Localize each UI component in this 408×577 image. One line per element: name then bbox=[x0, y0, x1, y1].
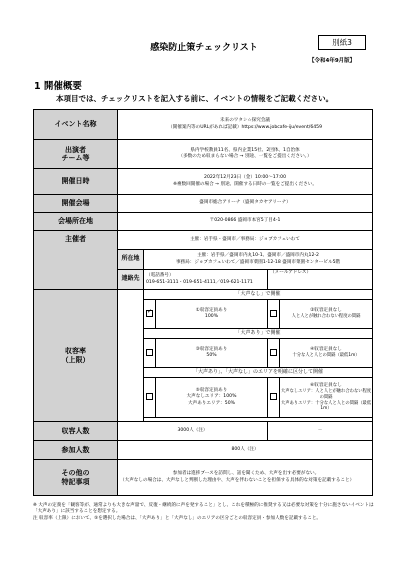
mail-label: （メールアドレス） bbox=[270, 270, 312, 275]
attendance-value[interactable]: 800人（注） bbox=[118, 441, 373, 460]
option-5-text: ⑤収容定員あり bbox=[195, 388, 228, 394]
option-5-sub: 大声なしエリア：100% bbox=[186, 394, 237, 400]
venue-address-value[interactable]: 〒020-0866 盛岡市本宮5丁目4-1 bbox=[118, 213, 373, 231]
capacity-spacer bbox=[118, 290, 144, 422]
row-performers bbox=[34, 140, 373, 169]
row-organizer bbox=[34, 231, 373, 250]
organizer-label bbox=[34, 231, 118, 290]
option-1-text: ①収容定員あり bbox=[195, 307, 228, 313]
option-4-text: ④収容定員なし bbox=[310, 347, 342, 353]
band-mixed: 「大声あり」、「大声なし」のエリアを明確に区分して開催 bbox=[144, 368, 373, 378]
row-headcount bbox=[34, 422, 373, 441]
phone-label: （電話番号） bbox=[146, 273, 174, 279]
option-6-checkbox[interactable] bbox=[270, 393, 277, 400]
headcount-label: 収容人数 bbox=[34, 422, 118, 441]
performers-value: 県内学校教員11名、県内企業15社、2団体、1自治体 bbox=[190, 147, 300, 153]
option-4-checkbox-cell[interactable] bbox=[268, 339, 280, 368]
row-venue bbox=[34, 195, 373, 213]
headcount-extra[interactable]: － bbox=[268, 422, 373, 441]
performers-label bbox=[34, 140, 118, 169]
other-label bbox=[34, 460, 118, 496]
row-date bbox=[34, 169, 373, 195]
option-5-checkbox[interactable] bbox=[146, 393, 153, 400]
option-6-sub2: 大声ありエリア：十分な人と人との間隔（最低1m） bbox=[280, 400, 372, 412]
option-6-sub: 大声なしエリア：人と人とが触れ合わない程度の間隔 bbox=[280, 389, 372, 401]
option-3-text: ③収容定員あり bbox=[195, 346, 228, 352]
organizer-address-line-2: 事務局：ジョブカフェいわて／盛岡市菜園1-12-18 盛岡市菜園センタービル5階 bbox=[175, 259, 341, 265]
organizer-contact-label: 連絡先 bbox=[118, 270, 144, 290]
venue-label: 開催会場 bbox=[34, 195, 118, 213]
edition-label: 【令和4年9月版】 bbox=[309, 58, 356, 64]
date-value: 2022年12月23日（金）10:00～17:00 bbox=[204, 175, 287, 181]
option-1-checkbox-cell[interactable] bbox=[144, 300, 156, 329]
option-1-sub: 100% bbox=[204, 314, 219, 319]
option-2-cell bbox=[280, 300, 373, 329]
event-name-note: （開催案内等のURLがあれば記載）https://www.jobcafe-iju/event/6459 bbox=[168, 124, 323, 130]
headcount-value[interactable]: 3000人（注） bbox=[118, 422, 268, 441]
option-5-cell bbox=[156, 378, 268, 418]
performers-note: （多数のため収まらない場合 → 別途、一覧をご提出ください。） bbox=[178, 154, 312, 159]
option-4-sub: 十分な人と人との間隔（最低1m） bbox=[292, 353, 360, 359]
venue-value[interactable]: 盛岡市総合アリーナ（盛岡タカヤアリーナ） bbox=[118, 195, 373, 213]
date-cell[interactable] bbox=[118, 169, 373, 195]
event-name-value: 未来のワタシ☆探究会議 bbox=[220, 118, 271, 124]
event-name-label: イベント名称 bbox=[34, 110, 118, 140]
option-1-cell bbox=[156, 300, 268, 329]
organizer-address-cell[interactable] bbox=[144, 250, 373, 270]
page-title: 感染防止策チェックリスト bbox=[150, 43, 258, 53]
option-5-checkbox-cell[interactable] bbox=[144, 378, 156, 418]
option-3-checkbox-cell[interactable] bbox=[144, 339, 156, 368]
option-3-sub: 50% bbox=[206, 353, 217, 358]
date-note: ※複数回開催の場合 → 別途、開催する日時の一覧をご提出ください。 bbox=[173, 181, 317, 187]
option-1-checkbox[interactable] bbox=[146, 310, 153, 317]
organizer-address-label: 所在地 bbox=[118, 250, 144, 270]
option-4-checkbox[interactable] bbox=[270, 349, 277, 356]
option-2-sub: 人と人とが触れ合わない程度の間隔 bbox=[291, 314, 361, 320]
option-6-checkbox-cell[interactable] bbox=[268, 378, 280, 418]
row-capacity-band-no-loud bbox=[34, 290, 373, 300]
band-no-loud: 「大声なし」で開催 bbox=[144, 290, 373, 300]
event-name-cell[interactable] bbox=[118, 110, 373, 140]
other-note: （大声なしの場合は、大声なしと判断した理由や、大声を伴わないことを担保する具体的な対策を記載すること） bbox=[120, 477, 355, 483]
organizer-mail-cell[interactable] bbox=[268, 270, 373, 290]
option-4-cell bbox=[280, 339, 373, 368]
option-6-text: ⑥収容定員なし bbox=[310, 383, 342, 389]
attachment-label: 別紙3 bbox=[318, 35, 366, 50]
option-3-checkbox[interactable] bbox=[146, 349, 153, 356]
capacity-label-text: 収容率 （上限） bbox=[61, 347, 90, 364]
footnotes bbox=[33, 503, 376, 524]
organizer-label-text: 主催者 bbox=[65, 235, 86, 243]
organizer-address-line-1: 主催：岩手県／盛岡市内丸10-1、盛岡市／盛岡市内丸12-2 bbox=[197, 253, 319, 259]
other-value: 参加者は進捗ブースを訪問し、話を聞くため、大声を出す必要がない。 bbox=[172, 471, 320, 477]
organizer-phone-cell[interactable] bbox=[144, 270, 268, 290]
band-loud: 「大声あり」で開催 bbox=[144, 329, 373, 339]
phone-value: 019-651-3111・019-651-4111／019-621-1171 bbox=[146, 279, 253, 285]
other-label-text: その他の 特記事項 bbox=[61, 469, 90, 486]
row-attendance bbox=[34, 441, 373, 460]
row-venue-address bbox=[34, 213, 373, 231]
option-2-text: ②収容定員なし bbox=[310, 308, 342, 314]
capacity-label bbox=[34, 290, 118, 422]
organizer-value[interactable]: 主催：岩手県・盛岡市／事務局：ジョブカフェいわて bbox=[118, 231, 373, 250]
row-other bbox=[34, 460, 373, 496]
option-2-checkbox-cell[interactable] bbox=[268, 300, 280, 329]
venue-address-label: 会場所在地 bbox=[34, 213, 118, 231]
performers-label-text: 出演者 チーム等 bbox=[61, 145, 90, 162]
section-intro: 本項目では、チェックリストを記入する前に、イベントの情報をご記載ください。 bbox=[56, 94, 334, 103]
performers-cell[interactable] bbox=[118, 140, 373, 169]
footnote-1: ※ 大声の定義を「観客等が、通常よりも大きな声量で、反復・継続的に声を発すること」とし、これを積極的に推奨する又は必要な対策を十分に施さないイベントは「大声あり」に該当することを想定する。 bbox=[33, 503, 374, 515]
event-overview-table bbox=[33, 109, 373, 496]
attendance-label: 参加人数 bbox=[34, 441, 118, 460]
date-label: 開催日時 bbox=[34, 169, 118, 195]
row-event-name bbox=[34, 110, 373, 140]
other-cell[interactable] bbox=[118, 460, 373, 496]
option-3-cell bbox=[156, 339, 268, 368]
option-6-cell bbox=[280, 378, 373, 418]
footnote-2: 注 収容率（上限）において、⑤を選択した場合は、「大声あり」と「大声なし」のエリアの区分ごとの収容定員・参加人数を記載すること。 bbox=[33, 516, 322, 522]
section-title: 1 開催概要 bbox=[34, 81, 82, 92]
option-2-checkbox[interactable] bbox=[270, 310, 277, 317]
option-5-sub2: 大声ありエリア：50% bbox=[188, 400, 235, 406]
